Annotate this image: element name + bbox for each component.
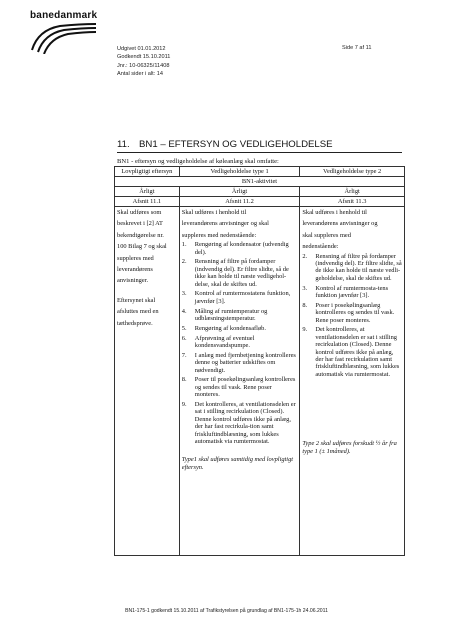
header-type2: Vedligeholdelse type 2 — [300, 167, 405, 177]
col3-note: Type 2 skal udføres forskudt ½ år fra type 1 (± 1måned). — [302, 440, 397, 456]
item-number: 3. — [302, 284, 308, 292]
col1-line: Skal udføres som — [117, 209, 162, 216]
col1-line: anvisninger. — [117, 277, 149, 285]
header-row — [115, 167, 405, 177]
col3-intro-line: nedenstående: — [302, 243, 339, 251]
col3-list — [302, 253, 402, 379]
header-statutory: Lovpligtigt eftersyn — [115, 167, 180, 177]
col2-list — [182, 241, 298, 445]
list-item — [302, 302, 402, 324]
col1-line: afsluttes med en — [117, 308, 159, 316]
section-number: 11. — [117, 139, 130, 150]
item-text: Måling af rumtemperatur og udblæsningstemperatur. — [194, 307, 268, 323]
col1-line: 100 Bilag 7 og skal — [117, 243, 167, 251]
col2-intro-line: Skal udføres i henhold til — [181, 209, 247, 216]
activity-label: BN1-aktivitet — [115, 177, 405, 187]
item-number: 7. — [181, 351, 187, 359]
item-text: Poser til posekølingsanlæg kontrolleres og sendes til vask. Rene poser monteres. — [194, 376, 296, 399]
item-text: Rensning af filtre på fordamper (indvendig del). Er filtre slidte, så de ikke kan holde til næste vedli-geholdelse, skal de skiftes ud. — [315, 252, 402, 282]
content-row — [115, 207, 405, 556]
list-item — [182, 352, 298, 374]
col3-intro-line: skal suppleres med — [302, 231, 351, 239]
banedanmark-logo — [30, 10, 100, 54]
logo-text: banedanmark — [30, 10, 98, 21]
frequency-row — [115, 187, 405, 197]
section-heading — [117, 139, 402, 153]
frequency-col1: Årligt — [115, 187, 180, 197]
page-footer: BN1-175-1 godkendt 15.10.2011 af Trafikstyrelsen på grundlag af BN1-175-1h 24.06.2011 — [125, 608, 328, 614]
maintenance-table — [114, 166, 405, 556]
item-text: Rengøring af kondensator (udvendig del). — [194, 241, 289, 256]
list-item — [302, 285, 402, 300]
meta-approved: Godkendt 15.10.2011 — [117, 54, 171, 61]
document-metadata — [117, 45, 170, 78]
frequency-col3: Årligt — [300, 187, 405, 197]
item-text: Rensning af filtre på fordamper (indvendig del). Er filtre slidte, så de ikke kan holde til næste vedligehol-delse, skal de skiftes ud. — [194, 258, 289, 288]
logo-track-icon — [30, 10, 100, 54]
item-text: Det kontrolleres, at ventilationsdelen er sat i stilling recirkulation (Closed). Denne kontrol udføres ikke på anlæg, der har fast recirkula-tion samt friskluftindblæsning, som lukkes automatisk via rumtermostat. — [194, 401, 296, 446]
meta-published: Udgivet 01.01.2012 — [117, 46, 166, 52]
list-item — [302, 326, 402, 378]
section-ref-col2: Afsnit 11.2 — [179, 197, 300, 207]
section-ref-col1: Afsnit 11.1 — [115, 197, 180, 207]
item-number: 4. — [181, 307, 187, 315]
col1-line: bekendtgørelse nr. — [117, 231, 164, 239]
col3-intro-line: leverandørens anvisninger og — [302, 220, 378, 228]
item-text: Det kontrolleres, at ventilationsdelen er sat i stilling recirkulation (Closed). Denne kontrol udføres ikke på anlæg, der har fast recirkulation samt friskluftindblæsning, som lukkes automatisk via rumtermostat. — [315, 326, 400, 378]
col1-content — [115, 207, 180, 556]
col2-content — [179, 207, 300, 556]
item-text: Rengøring af kondensafløb. — [194, 324, 266, 332]
col1-line: leverandørens — [117, 266, 153, 274]
intro-text: BN1 - eftersyn og vedligeholdelse af køleanlæg skal omfatte: — [117, 158, 279, 165]
item-number: 9. — [302, 326, 308, 334]
col1-line: Eftersynet skal — [117, 296, 156, 304]
list-item — [182, 376, 298, 398]
section-ref-row — [115, 197, 405, 207]
section-ref-col3: Afsnit 11.3 — [300, 197, 405, 207]
item-text: I anlæg med fjernbetjening kontrolleres denne og batterier udskiftes om nødvendigt. — [194, 351, 296, 374]
list-item — [182, 335, 298, 350]
frequency-col2: Årligt — [179, 187, 300, 197]
item-text: Kontrol af rumtermosta-tens funktion jævnfør [3]. — [315, 284, 389, 300]
list-item — [302, 253, 402, 283]
col2-intro-line: leverandørens anvisninger og skal — [181, 220, 269, 228]
item-number: 2. — [181, 258, 187, 266]
list-item — [182, 308, 298, 323]
list-item — [182, 290, 298, 305]
item-number: 3. — [181, 290, 187, 298]
list-item — [182, 401, 298, 445]
meta-journal-number: Jnr.: 10-06325/11408 — [117, 62, 170, 69]
item-text: Poser i posekølingsanlæg kontrolleres og sendes til vask. Rene poser monteres. — [315, 301, 395, 324]
page-number: Side 7 af 11 — [342, 45, 372, 51]
item-number: 8. — [302, 301, 308, 309]
col1-line: beskrevet i [2] AT — [117, 220, 163, 228]
list-item — [182, 241, 298, 256]
item-number: 2. — [302, 252, 308, 260]
meta-total-pages: Antal sider i alt: 14 — [117, 70, 164, 77]
item-number: 1. — [181, 241, 187, 249]
col1-line: suppleres med — [117, 254, 154, 262]
section-title: BN1 – EFTERSYN OG VEDLIGEHOLDELSE — [139, 139, 333, 150]
activity-row — [115, 177, 405, 187]
list-item — [182, 258, 298, 288]
col1-line: tæthedsprøve. — [117, 319, 153, 327]
item-number: 6. — [181, 334, 187, 342]
item-number: 5. — [181, 324, 187, 332]
col3-content — [300, 207, 405, 556]
list-item — [182, 325, 298, 332]
col3-intro-line: Skal udføres i henhold til — [302, 209, 367, 216]
header-type1: Vedligeholdelse type 1 — [179, 167, 300, 177]
col2-intro-line: suppleres med nedenstående: — [181, 231, 257, 239]
col2-note: Type1 skal udføres samtidig med lovpligtigt eftersyn. — [181, 455, 294, 471]
item-number: 8. — [181, 376, 187, 384]
item-number: 9. — [181, 401, 187, 409]
item-text: Afprøvning af eventuel kondensvandspumpe. — [194, 334, 255, 350]
item-text: Kontrol af rumtermostatens funktion, jævnfør [3]. — [194, 290, 291, 305]
